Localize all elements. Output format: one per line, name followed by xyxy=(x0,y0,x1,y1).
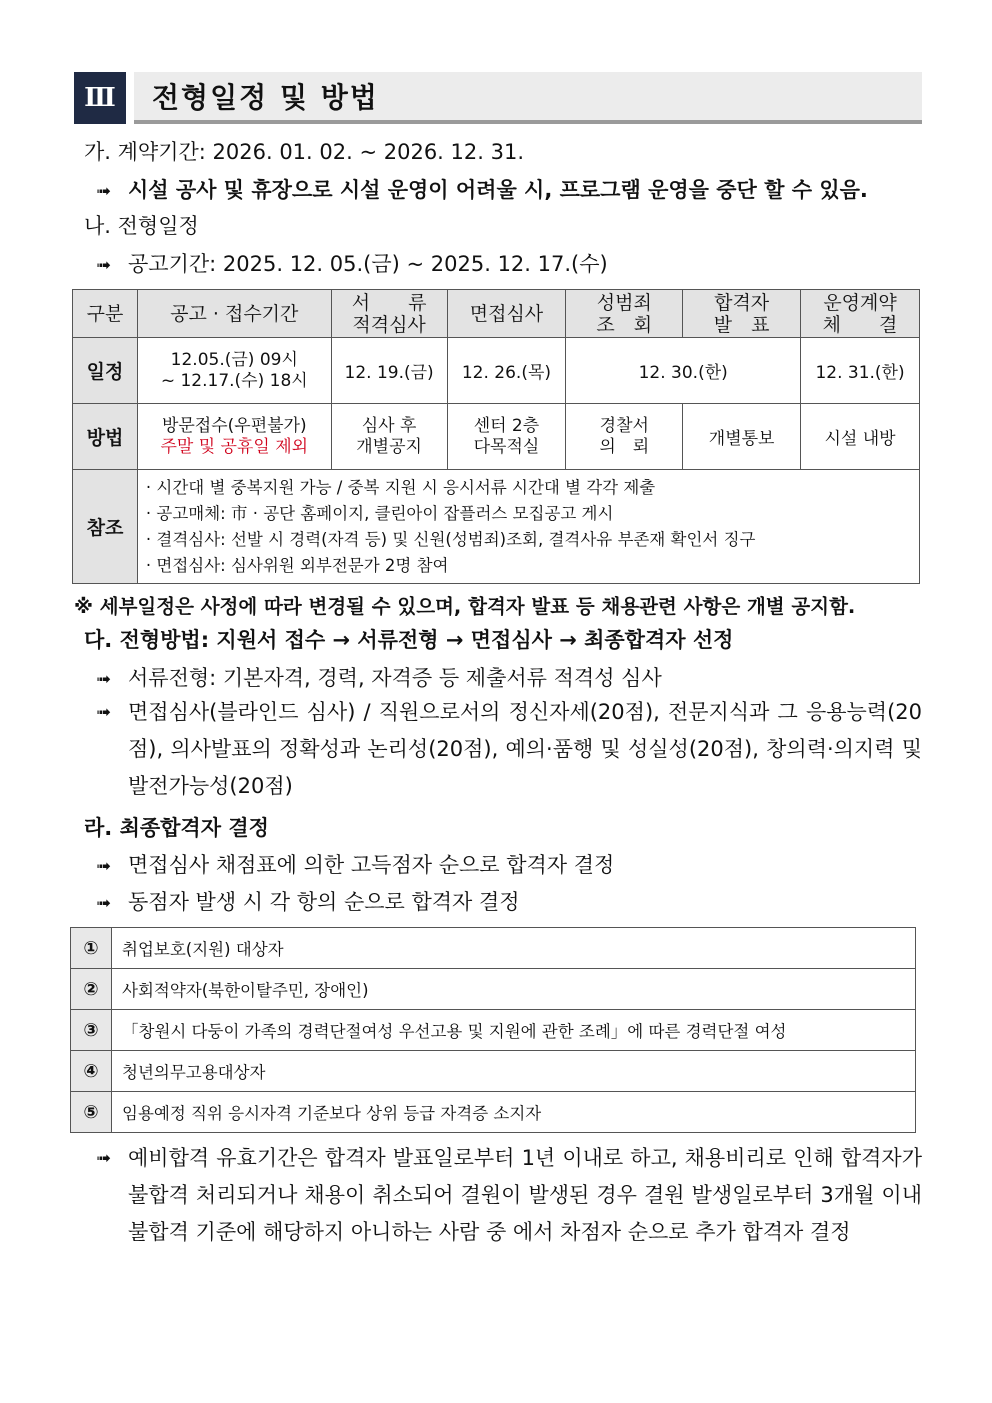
priority-text: 사회적약자(북한이탈주민, 장애인) xyxy=(112,969,916,1010)
header-category: 구분 xyxy=(73,290,138,338)
arrow-icon: ➟ xyxy=(96,255,112,276)
cell-doc-date: 12. 19.(금) xyxy=(331,338,447,404)
row-label-method: 방법 xyxy=(73,404,138,470)
cell-receipt-period: 12.05.(금) 09시 ~ 12.17.(수) 18시 xyxy=(137,338,331,404)
priority-text: 취업보호(지원) 대상자 xyxy=(112,928,916,969)
note-item: · 결격심사: 선발 시 경력(자격 등) 및 신원(성범죄)조회, 결격사유 부존재 확인서 징구 xyxy=(145,529,756,549)
header-doc-review: 서 류 적격심사 xyxy=(331,290,447,338)
header-announce-period: 공고 · 접수기간 xyxy=(137,290,331,338)
cell-receipt-method: 방문접수(우편불가) 주말 및 공휴일 제외 xyxy=(137,404,331,470)
contract-note: ➟ 시설 공사 및 휴장으로 시설 운영이 어려울 시, 프로그램 운영을 중단 할 수 있음. xyxy=(96,178,868,202)
table-row-schedule xyxy=(73,338,920,404)
priority-number: ⑤ xyxy=(71,1092,112,1133)
cell-doc-method: 심사 후 개별공지 xyxy=(331,404,447,470)
table-row xyxy=(71,1010,916,1051)
cell-contract-date: 12. 31.(한) xyxy=(801,338,920,404)
arrow-icon: ➟ xyxy=(96,181,112,202)
cell-check-date: 12. 30.(한) xyxy=(566,338,801,404)
priority-table xyxy=(70,927,916,1133)
cell-interview-date: 12. 26.(목) xyxy=(447,338,566,404)
table-row xyxy=(71,969,916,1010)
table-row-method xyxy=(73,404,920,470)
arrow-icon: ➟ xyxy=(96,856,112,877)
header-interview: 면접심사 xyxy=(447,290,566,338)
cell-check-method: 경찰서 의 뢰 xyxy=(566,404,683,470)
cell-announce-method: 개별통보 xyxy=(683,404,801,470)
cell-contract-method: 시설 내방 xyxy=(801,404,920,470)
header-crime-check: 성범죄 조 회 xyxy=(566,290,683,338)
method-heading: 다. 전형방법: 지원서 접수 → 서류전형 → 면접심사 → 최종합격자 선정 xyxy=(84,628,734,652)
interview-criteria: ➟ 면접심사(블라인드 심사) / 직원으로서의 정신자세(20점), 전문지식과 그 응용능력(20점), 의사발표의 정확성과 논리성(20점), 예의·품행 및 성실성(20점), 창의력·의지력 및 발전가능성(20점) xyxy=(96,694,922,805)
section-header xyxy=(74,72,922,124)
priority-text: 임용예정 직위 응시자격 기준보다 상위 등급 자격증 소지자 xyxy=(112,1092,916,1133)
doc-screening: ➟ 서류전형: 기본자격, 경력, 자격증 등 제출서류 적격성 심사 xyxy=(96,666,662,690)
priority-number: ① xyxy=(71,928,112,969)
arrow-icon: ➟ xyxy=(96,893,112,914)
priority-number: ④ xyxy=(71,1051,112,1092)
cell-interview-method: 센터 2층 다목적실 xyxy=(447,404,566,470)
table-row xyxy=(71,1051,916,1092)
final-bullet-1: ➟ 면접심사 채점표에 의한 고득점자 순으로 합격자 결정 xyxy=(96,853,615,877)
table-row xyxy=(71,928,916,969)
section-number: Ⅲ xyxy=(74,72,126,124)
reserve-note: ➟ 예비합격 유효기간은 합격자 발표일로부터 1년 이내로 하고, 채용비리로 인해 합격자가 불합격 처리되거나 채용이 취소되어 결원이 발생된 경우 결원 발생일로부터 3개월 이내 불합격 기준에 해당하지 아니하는 사람 중 에서 차점자 순으로 추가 합격자 결정 xyxy=(96,1140,922,1251)
priority-text: 청년의무고용대상자 xyxy=(112,1051,916,1092)
table-row-notes xyxy=(73,470,920,584)
row-label-notes: 참조 xyxy=(73,470,138,584)
priority-number: ② xyxy=(71,969,112,1010)
section-title: 전형일정 및 방법 xyxy=(134,72,922,124)
contract-period: 가. 계약기간: 2026. 01. 02. ~ 2026. 12. 31. xyxy=(84,140,525,164)
row-label-schedule: 일정 xyxy=(73,338,138,404)
header-contract: 운영계약 체 결 xyxy=(801,290,920,338)
table-row xyxy=(71,1092,916,1133)
final-heading: 라. 최종합격자 결정 xyxy=(84,816,269,840)
note-item: · 면접심사: 심사위원 외부전문가 2명 참여 xyxy=(145,555,449,575)
note-item: · 공고매체: 市 · 공단 홈페이지, 클린아이 잡플러스 모집공고 게시 xyxy=(145,503,614,523)
final-bullet-2: ➟ 동점자 발생 시 각 항의 순으로 합격자 결정 xyxy=(96,890,520,914)
announce-period: ➟ 공고기간: 2025. 12. 05.(금) ~ 2025. 12. 17.(수) xyxy=(96,252,608,276)
arrow-icon: ➟ xyxy=(96,1148,112,1169)
priority-number: ③ xyxy=(71,1010,112,1051)
schedule-heading: 나. 전형일정 xyxy=(84,214,199,238)
table-header-row xyxy=(73,290,920,338)
note-item: · 시간대 별 중복지원 가능 / 중복 지원 시 응시서류 시간대 별 각각 제출 xyxy=(145,477,656,497)
header-announcement: 합격자 발 표 xyxy=(683,290,801,338)
schedule-table xyxy=(72,289,920,584)
arrow-icon: ➟ xyxy=(96,669,112,690)
schedule-footnote: ※ 세부일정은 사정에 따라 변경될 수 있으며, 합격자 발표 등 채용관련 사항은 개별 공지함. xyxy=(74,595,856,618)
arrow-icon: ➟ xyxy=(96,702,112,723)
priority-text: 「창원시 다둥이 가족의 경력단절여성 우선고용 및 지원에 관한 조례」에 따른 경력단절 여성 xyxy=(112,1010,916,1051)
cell-notes xyxy=(137,470,919,584)
